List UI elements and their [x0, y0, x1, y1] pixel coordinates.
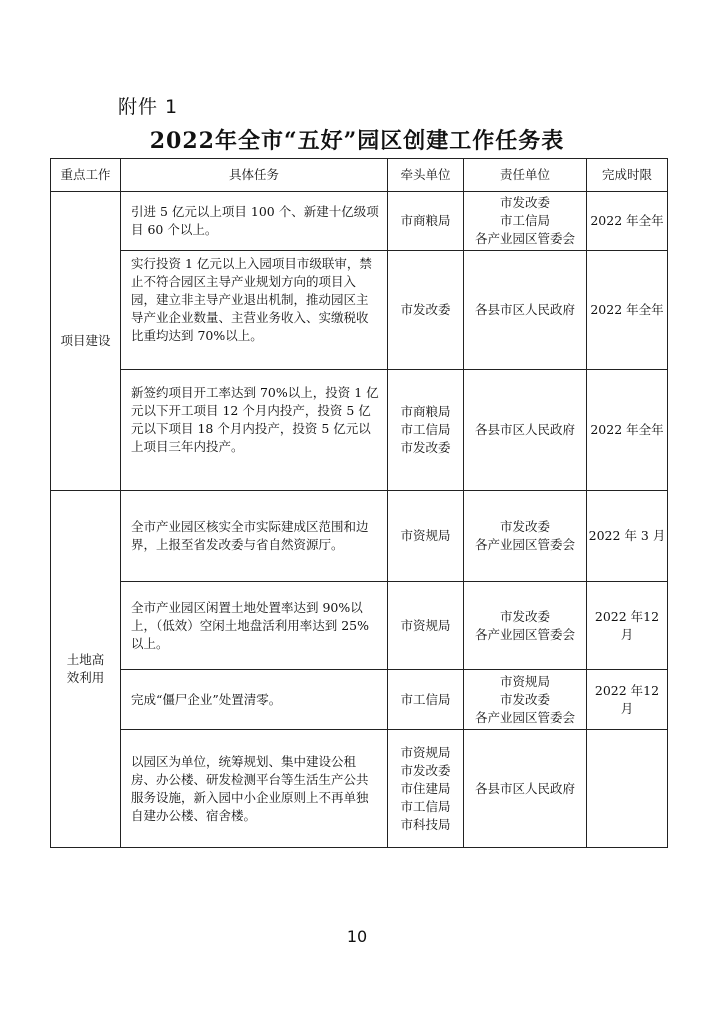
responsible-unit-cell	[464, 670, 587, 730]
responsible-unit-cell	[464, 730, 587, 848]
responsible-unit: 各产业园区管委会	[474, 709, 575, 725]
lead-unit-cell	[388, 251, 464, 370]
page-number: 10	[346, 927, 368, 946]
table-row	[51, 491, 668, 582]
deadline-cell: 2022 年全年	[587, 192, 668, 251]
table-row	[51, 370, 668, 491]
responsible-unit: 市发改委	[499, 691, 550, 707]
column-header-responsible-unit: 责任单位	[464, 159, 587, 192]
table-row	[51, 670, 668, 730]
table-row	[51, 730, 668, 848]
responsible-unit: 各产业园区管委会	[474, 626, 575, 642]
responsible-unit: 市发改委	[499, 608, 550, 624]
responsible-unit: 各县市区人民政府	[474, 302, 575, 317]
lead-unit: 市科技局	[400, 816, 451, 832]
task-cell: 全市产业园区核实全市实际建成区范围和边界，上报至省发改委与省自然资源厅。	[121, 491, 388, 582]
responsible-unit-cell	[464, 251, 587, 370]
lead-unit-cell	[388, 670, 464, 730]
responsible-unit: 各县市区人民政府	[474, 780, 575, 796]
column-header-lead-unit: 牵头单位	[388, 159, 464, 192]
responsible-unit-cell	[464, 370, 587, 491]
attachment-label: 附件 1	[118, 96, 179, 118]
responsible-unit-cell	[464, 192, 587, 251]
deadline-cell	[587, 730, 668, 848]
responsible-unit-cell	[464, 582, 587, 670]
category-cell: 项目建设	[51, 192, 121, 491]
lead-unit: 市工信局	[400, 798, 451, 814]
column-header-key-work: 重点工作	[51, 159, 121, 192]
lead-unit: 市发改委	[400, 762, 451, 778]
responsible-unit-cell	[464, 491, 587, 582]
deadline-cell: 2022 年全年	[587, 370, 668, 491]
responsible-unit: 各产业园区管委会	[474, 537, 575, 552]
lead-unit: 市资规局	[400, 617, 451, 633]
task-cell: 完成“僵尸企业”处置清零。	[121, 670, 388, 730]
task-cell: 以园区为单位，统筹规划、集中建设公租房、办公楼、研发检测平台等生活生产公共服务设施，新入园中小企业原则上不再单独自建办公楼、宿舍楼。	[121, 730, 388, 848]
lead-unit: 市发改委	[400, 302, 451, 317]
table-row	[51, 251, 668, 370]
lead-unit: 市商粮局	[400, 213, 451, 228]
table-header-row	[51, 159, 668, 192]
lead-unit: 市资规局	[400, 528, 451, 543]
responsible-unit: 市工信局	[499, 213, 550, 228]
responsible-unit: 各县市区人民政府	[474, 422, 575, 437]
page-title: 2022年全市“五好”园区创建工作任务表	[149, 128, 565, 154]
responsible-unit: 各产业园区管委会	[474, 231, 575, 246]
deadline-cell: 2022 年全年	[587, 251, 668, 370]
lead-unit-cell	[388, 582, 464, 670]
lead-unit-cell	[388, 730, 464, 848]
lead-unit-cell	[388, 192, 464, 251]
lead-unit: 市发改委	[400, 440, 451, 455]
column-header-task: 具体任务	[121, 159, 388, 192]
responsible-unit: 市发改委	[499, 519, 550, 534]
lead-unit: 市商粮局	[400, 404, 451, 419]
column-header-deadline: 完成时限	[587, 159, 668, 192]
lead-unit-cell	[388, 370, 464, 491]
table-row	[51, 582, 668, 670]
task-cell: 全市产业园区闲置土地处置率达到 90%以上，（低效）空闲土地盘活利用率达到 25%以上。	[121, 582, 388, 670]
lead-unit: 市工信局	[400, 691, 451, 707]
deadline-cell: 2022 年12 月	[587, 670, 668, 730]
responsible-unit: 市发改委	[499, 195, 550, 210]
lead-unit: 市资规局	[400, 744, 451, 760]
lead-unit-cell	[388, 491, 464, 582]
task-cell: 引进 5 亿元以上项目 100 个、新建十亿级项目 60 个以上。	[121, 192, 388, 251]
lead-unit: 市工信局	[400, 422, 451, 437]
task-cell: 实行投资 1 亿元以上入园项目市级联审，禁止不符合园区主导产业规划方向的项目入园，建立非主导产业退出机制，推动园区主导产业企业数量、主营业务收入、实缴税收比重均达到 70%以上。	[121, 251, 388, 370]
category-label: 土地高效利用	[66, 652, 105, 685]
responsible-unit: 市资规局	[499, 673, 550, 689]
deadline-cell: 2022 年12 月	[587, 582, 668, 670]
deadline-cell: 2022 年 3 月	[587, 491, 668, 582]
task-cell: 新签约项目开工率达到 70%以上，投资 1 亿元以下开工项目 12 个月内投产，投资 5 亿元以下项目 18 个月内投产，投资 5 亿元以上项目三年内投产。	[121, 370, 388, 491]
task-table	[50, 158, 668, 848]
category-cell	[51, 491, 121, 848]
table-row	[51, 192, 668, 251]
lead-unit: 市住建局	[400, 780, 451, 796]
